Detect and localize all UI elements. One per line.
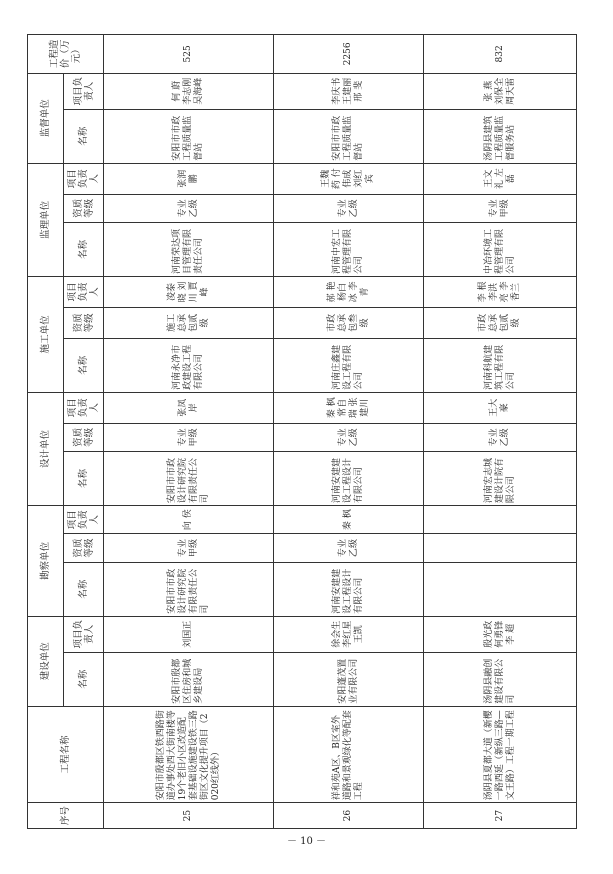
- table-row: [274, 35, 424, 829]
- subheader-name: 名称: [64, 109, 104, 163]
- cell-supervision-name: 河南中宏工程管理有限公司: [274, 222, 424, 276]
- subheader-leader: 项目负责人: [64, 392, 104, 423]
- cell-builder-name: 河南永净市政建设工程有限公司: [104, 338, 274, 392]
- header-builder-unit: 施工单位: [28, 277, 64, 393]
- header-construction-unit: 建设单位: [28, 616, 64, 706]
- cell-builder-grade: 市政总承包叁级: [274, 307, 424, 338]
- subheader-name: 名称: [64, 562, 104, 616]
- cell-design-leader: 王大豪: [424, 392, 577, 423]
- table-row: [104, 35, 274, 829]
- subheader-leader: 项目负责人: [64, 506, 104, 534]
- header-survey-unit: 勘察单位: [28, 506, 64, 617]
- cell-cost: 832: [424, 35, 577, 74]
- cell-survey-leader: 向 侯: [104, 506, 274, 534]
- cell-construction-name: 安阳市殷都区住房和城乡建设局: [104, 652, 274, 706]
- table-row: [424, 35, 577, 829]
- cell-supervision-name: 河南荣达项目管理有限责任公司: [104, 222, 274, 276]
- cell-supervision-grade: 专业乙级: [104, 194, 274, 222]
- cell-survey-name: [424, 562, 577, 616]
- cell-construction-name: 安阳蓬茂置业有限公司: [274, 652, 424, 706]
- cell-design-name: 安阳市市政设计研究院有限责任公司: [104, 452, 274, 506]
- cell-design-grade: 专业乙级: [274, 423, 424, 451]
- cell-design-name: 河南宏志城建设计院有限公司: [424, 452, 577, 506]
- project-table: [27, 34, 577, 829]
- cell-cost: 2256: [274, 35, 424, 74]
- subheader-leader: 项目负责人: [64, 616, 104, 652]
- cell-survey-grade: 专业甲级: [104, 534, 274, 562]
- cell-builder-grade: 市政总承包贰级: [424, 307, 577, 338]
- cell-survey-grade: 专业乙级: [274, 534, 424, 562]
- cell-design-leader: 秦 枫 常自瑞 张建川: [274, 392, 424, 423]
- cell-survey-name: 河南安建建设工程设计有限公司: [274, 562, 424, 616]
- header-oversight-unit: 监督单位: [28, 73, 64, 163]
- subheader-leader: 项目负责人: [64, 277, 104, 308]
- cell-seq: 27: [424, 803, 577, 829]
- cell-oversight-name: 汤阴县建筑工程质量监督服务站: [424, 109, 577, 163]
- subheader-name: 名称: [64, 222, 104, 276]
- cell-construction-name: 汤阴县融创建设有限公司: [424, 652, 577, 706]
- cell-survey-grade: [424, 534, 577, 562]
- header-seq: 序号: [28, 803, 104, 829]
- cell-survey-leader: [424, 506, 577, 534]
- cell-seq: 25: [104, 803, 274, 829]
- page-number: － 10 －: [286, 836, 327, 847]
- header-supervision-unit: 监理单位: [28, 163, 64, 276]
- cell-construction-leader: 刘国正: [104, 616, 274, 652]
- subheader-grade: 资质等级: [64, 307, 104, 338]
- cell-survey-leader: 秦 枫: [274, 506, 424, 534]
- cell-construction-leader: 徐会生 李红星 王凯: [274, 616, 424, 652]
- cell-supervision-leader: 王魏药 付伟成 刘红宾: [274, 163, 424, 194]
- header-project: 工程名称: [28, 706, 104, 802]
- subheader-grade: 资质等级: [64, 423, 104, 451]
- cell-builder-name: 河南庄鑫建设工程有限公司: [274, 338, 424, 392]
- cell-builder-name: 河南科航建筑工程有限公司: [424, 338, 577, 392]
- cell-builder-grade: 施工总承包贰级: [104, 307, 274, 338]
- cell-supervision-leader: 张润鹏: [104, 163, 274, 194]
- header-cost: 工程造价（万元）: [28, 35, 104, 74]
- cell-design-leader: 张凤岸: [104, 392, 274, 423]
- header-design-unit: 设计单位: [28, 392, 64, 505]
- subheader-grade: 资质等级: [64, 194, 104, 222]
- cell-oversight-leader: 张 燕 刘保全 周天雷: [424, 73, 577, 109]
- cell-builder-leader: 凌泰晓 刘 川 賈 峰: [104, 277, 274, 308]
- cell-supervision-grade: 专业乙级: [274, 194, 424, 222]
- subheader-leader: 项目负责人: [64, 73, 104, 109]
- cell-supervision-grade: 专业甲级: [424, 194, 577, 222]
- subheader-name: 名称: [64, 452, 104, 506]
- cell-survey-name: 安阳市市政设计研究院有限责任公司: [104, 562, 274, 616]
- subheader-name: 名称: [64, 338, 104, 392]
- cell-seq: 26: [274, 803, 424, 829]
- subheader-leader: 项目负责人: [64, 163, 104, 194]
- cell-cost: 525: [104, 35, 274, 74]
- rotated-table-wrapper: [27, 34, 576, 829]
- cell-project: 汤阴县夏都大道（新樱一路西延（新纵三路—文王路）工程一期工程: [424, 706, 577, 802]
- cell-design-grade: 专业甲级: [104, 423, 274, 451]
- cell-oversight-name: 安阳市市政工程质量监督站: [104, 109, 274, 163]
- cell-construction-leader: 殷光政 何勇锋 李 超: [424, 616, 577, 652]
- cell-project: 安阳市殷都区铁西路街道办事处西大街南楼等19个老旧小区改造配套基础设施建设铁三路街区文化提升项目（2020红线外）: [104, 706, 274, 802]
- cell-builder-leader: 郝 艳 杨白冰 李 青: [274, 277, 424, 308]
- cell-oversight-leader: 李庆书 王建丽 邢 斐: [274, 73, 424, 109]
- subheader-grade: 资质等级: [64, 534, 104, 562]
- cell-supervision-name: 中冶环境工程管理有限公司: [424, 222, 577, 276]
- subheader-name: 名称: [64, 652, 104, 706]
- cell-supervision-leader: 王文礼 左 磊: [424, 163, 577, 194]
- cell-design-name: 河南安建建设工程设计有限公司: [274, 452, 424, 506]
- cell-oversight-leader: 何 蔚 李志刚 吴海峰: [104, 73, 274, 109]
- cell-builder-leader: 李 根 李洪亮 李香兰: [424, 277, 577, 308]
- cell-oversight-name: 安阳市市政工程质量监督站: [274, 109, 424, 163]
- cell-project: 祥和苑A区、B区室外道路和景观绿化等配套工程: [274, 706, 424, 802]
- cell-design-grade: 专业乙级: [424, 423, 577, 451]
